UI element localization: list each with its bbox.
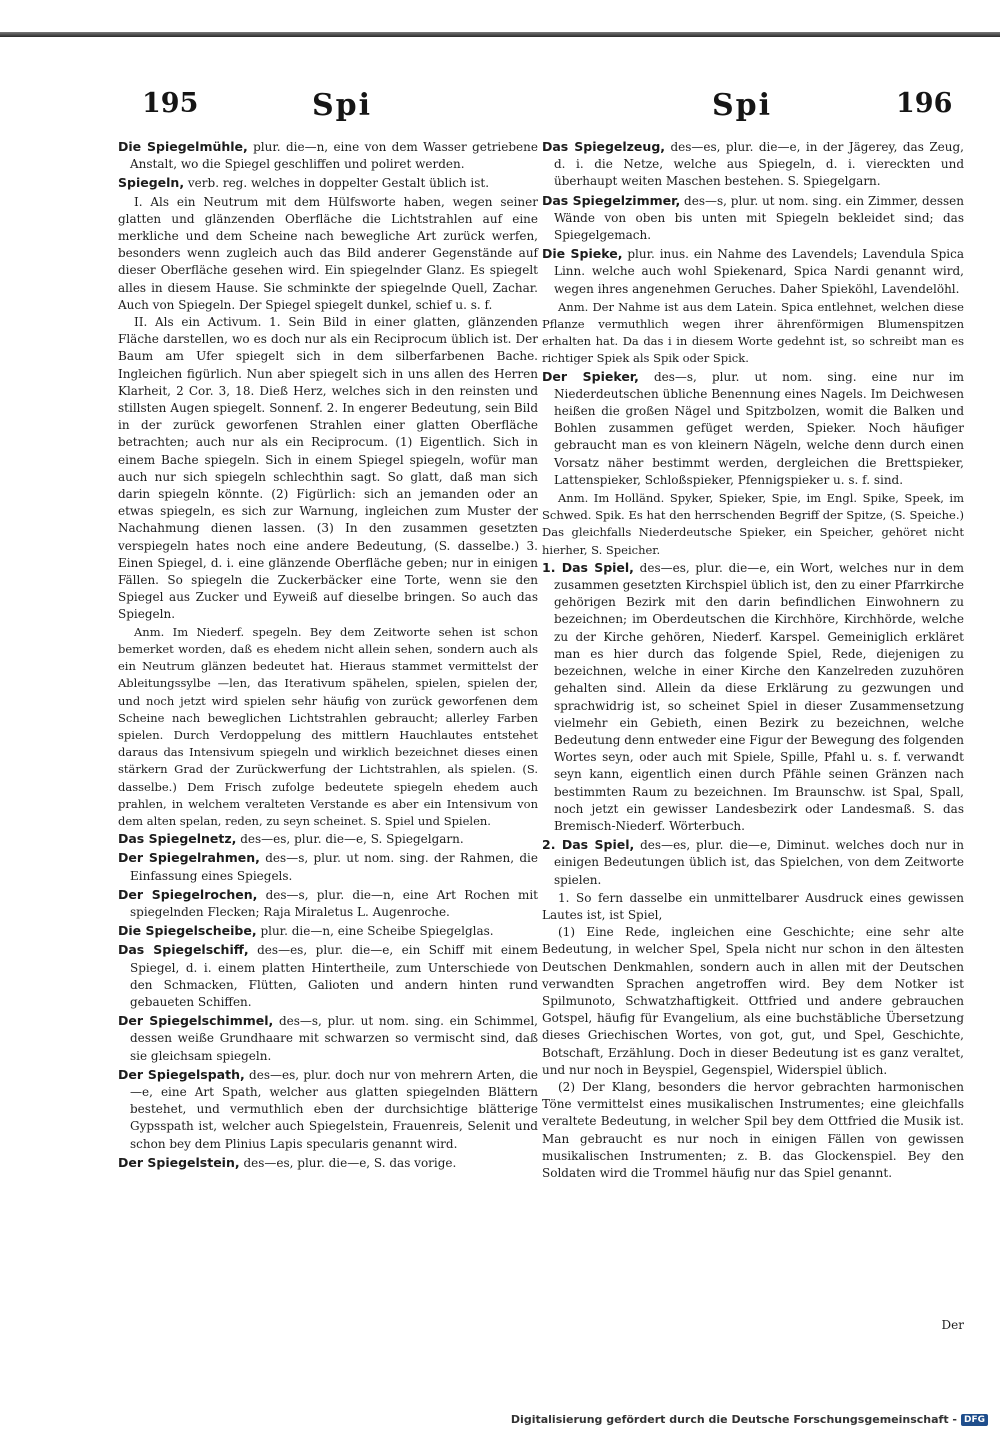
entry-definition: des—es, plur. die—e, ein Schiff mit einem Spiegel, d. i. einem platten Hintertheile, zum Unterschiede von den Schmacken, Flütten, Galioten und andern hinten rund gebaueten Schiffen. (130, 943, 538, 1009)
entry-definition: des—es, plur. die—e, S. das vorige. (243, 1155, 457, 1170)
left-column (118, 138, 538, 1173)
dictionary-entry (542, 245, 964, 298)
dictionary-entry (118, 849, 538, 884)
entry-definition: des—es, plur. die—e, in der Jägerey, das Zeug, d. i. die Netze, welche aus Spiegeln, d. i. viereckten und überhaupt weiten Maschen bestehen. S. Spiegelgarn. (554, 140, 964, 189)
entry-definition: des—es, plur. doch nur von mehrern Arten, die—e, eine Art Spath, welcher aus glatten spiegelnden Blättern bestehet, und vermuthlich eben der durchsichtige blätterige Gypsspath ist, welcher auch Spiegelstein, Frauenreis, Selenit und schon bey dem Plinius Lapis specularis genannt wird. (130, 1067, 538, 1151)
catchword: Der (941, 1318, 964, 1332)
entry-headword: Das Spiegelzimmer, (542, 192, 681, 208)
dictionary-entry (118, 174, 538, 192)
page-number-right: 196 (896, 88, 953, 119)
entry-headword: Der Spieker, (542, 368, 639, 384)
entry-definition: plur. die—n, eine Scheibe Spiegelglas. (260, 924, 494, 939)
dictionary-entry (118, 922, 538, 940)
dfg-logo: DFG (961, 1414, 988, 1426)
dictionary-entry (118, 886, 538, 921)
page-number-left: 195 (142, 88, 199, 119)
entry-headword: Spiegeln, (118, 175, 185, 191)
entry-subsense: (2) Der Klang, besonders die hervor gebrachten harmonischen Töne vermittelst eines musikalischen Instrumentes; eine gleichfalls veraltete Bedeutung, in welcher Spil bey dem Ottfried die Musik ist. Man gebraucht es nur noch in einigen Fällen von gewissen musikalischen Instrumenten; z. B. das Glockenspiel. Bey den Soldaten wird die Trommel häufig nur das Spiel genannt. (542, 1079, 964, 1180)
dictionary-entry (118, 1066, 538, 1153)
entry-definition: plur. inus. ein Nahme des Lavendels; Lavendula Spica Linn. welche auch wohl Spiekenard, Spica Nardi genannt wird, wegen ihres angenehmen Geruches. Daher Spieköhl, Lavendelöhl. (554, 247, 964, 296)
entry-annotation: Anm. Im Holländ. Spyker, Spieker, Spie, im Engl. Spike, Speek, im Schwed. Spik. Es hat den herrschenden Begriff der Spitze, (S. Speiche.) Das gleichfalls Niederdeutsche Spieker, ein Speicher, gehöret nicht hierher, S. Speicher. (542, 491, 964, 557)
digitization-footer (511, 1413, 988, 1426)
dictionary-entry (118, 1012, 538, 1065)
entry-headword: 1. Das Spiel, (542, 559, 634, 575)
entry-subsense: I. Als ein Neutrum mit dem Hülfsworte haben, wegen seiner glatten und glänzenden Oberfläche die Lichtstrahlen auf eine merkliche und dem Scheine nach bewegliche Art zurück werfen, besonders wenn zugleich auch das Bild anderer Gegenstände auf dieser Oberfläche gesehen wird. Ein spiegelnder Glanz. Es spiegelt alles in diesem Hause. Sie schminkte der spiegelnde Quell, Zachar. Auch von Spiegeln. Der Spiegel spiegelt dunkel, schief u. s. f. (118, 194, 538, 312)
entry-definition: des—s, plur. ut nom. sing. ein Zimmer, dessen Wände von oben bis unten mit Spiegeln bekleidet sind; das Spiegelgemach. (554, 193, 964, 243)
dictionary-entry (118, 138, 538, 173)
entry-headword: Der Spiegelspath, (118, 1066, 245, 1082)
dictionary-entry (118, 1154, 538, 1172)
entry-annotation: Anm. Im Niederf. spegeln. Bey dem Zeitworte sehen ist schon bemerket worden, daß es ehedem nicht allein sehen, sondern auch als ein Neutrum glänzen bedeutet hat. Hieraus stammet vermittelst der Ableitungssylbe —len, das Iterativum spähelen, spielen, spielen der, und noch jetzt wird spielen sehr häufig von zurück geworfenen dem Scheine nach beweglichen Lichtstrahlen gebraucht; allerley Farben spielen. Durch Verdoppelung des mittlern Hauchlautes entstehet daraus das Intensivum spiegeln und wirklich bezeichnet dieses einen stärkern Grad der Zurückwerfung der Lichtstrahlen, als spielen. (S. dasselbe.) Dem Frisch zufolge bedeutete spiegeln ehedem auch prahlen, in welchem veralteten Verstande es aber ein Intensivum von dem alten spelan, reden, zu seyn scheinet. S. Spiel und Spielen. (118, 624, 538, 828)
entry-subsense: (1) Eine Rede, ingleichen eine Geschichte; eine sehr alte Bedeutung, in welcher Spel, Spela nicht nur schon in den ältesten Deutschen Denkmahlen, sondern auch in allen mit der Deutschen verwandten Sprachen angetroffen wird. Bey dem Notker ist Spilmunoto, Schwatzhaftigkeit. Ottfried und andere gebrauchen Gotspel, häufig für Evangelium, als eine buchstäbliche Übersetzung dieses Griechischen Wortes, von got, gut, und Spel, Geschichte, Botschaft, Erzählung. Doch in dieser Bedeutung ist es ganz veraltet, und nur noch in Beyspiel, Gegenspiel, Widerspiel üblich. (542, 925, 964, 1077)
dictionary-entry (542, 192, 964, 245)
entry-headword: Das Spiegelzeug, (542, 139, 666, 154)
dictionary-entry (542, 559, 964, 835)
entry-definition: des—es, plur. die—e, Diminut. welches doch nur in einigen Bedeutungen üblich ist, das Spielchen, von dem Zeitworte spielen. (554, 838, 964, 887)
dictionary-entry (542, 836, 964, 889)
entry-definition: des—s, plur. ut nom. sing. der Rahmen, die Einfassung eines Spiegels. (130, 851, 538, 883)
dictionary-entry (118, 941, 538, 1011)
running-head-left: Spi (312, 88, 373, 123)
entry-annotation: Anm. Der Nahme ist aus dem Latein. Spica entlehnet, welchen diese Pflanze vermuthlich wegen ihrer ährenförmigen Blumenspitzen erhalten hat. Da das i in diesem Worte gedehnt ist, so schreibt man es richtiger Spiek als Spik oder Spick. (542, 299, 964, 366)
entry-definition: des—s, plur. die—n, eine Art Rochen mit spiegelnden Flecken; Raja Miraletus L. Augenroche. (130, 887, 538, 919)
dictionary-entry (118, 830, 538, 848)
entry-headword: Der Spiegelrahmen, (118, 850, 260, 866)
entry-headword: Die Spiegelmühle, (118, 139, 248, 154)
right-column (542, 138, 964, 1182)
entry-subsense: II. Als ein Activum. 1. Sein Bild in einer glatten, glänzenden Fläche darstellen, wo es doch nur als ein Reciprocum üblich ist. Der Baum am Ufer spiegelt sich in dem silberfarbenen Bache. Ingleichen figürlich. Nun aber spiegelt sich in uns allen des Herren Klarheit, 2 Cor. 3, 18. Dieß Herz, welches sich in den reinsten und stillsten Augen spiegelt. Sonnenf. 2. In engerer Bedeutung, sein Bild in der zurück geworfenen Strahlen einer glatten Oberfläche betrachten; auch nur als ein Reciprocum. (1) Eigentlich. Sich in einem Bache spiegeln. Sich in einem Spiegel spiegeln, wofür man auch nur sich spiegeln schlechthin sagt. So glatt, daß man sich darin spiegeln könnte. (2) Figürlich: sich an jemanden oder an etwas spiegeln, es sich zur Warnung, ingleichen zum Muster der Nachahmung dienen lassen. (3) In den zusammen gesetzten verspiegeln hates noch eine andere Bedeutung, (S. dasselbe.) 3. Einen Spiegel, d. i. eine glänzende Oberfläche geben; nur in einigen Fällen. So spiegeln die Zuckerbäcker eine Torte, wenn sie den Spiegel aus Zucker und Eyweiß auf dieselbe bringen. So auch das Spiegeln. (118, 315, 538, 622)
entry-headword: Die Spieke, (542, 246, 623, 262)
footer-text: Digitalisierung gefördert durch die Deutsche Forschungsgemeinschaft - (510, 1413, 957, 1426)
entry-headword: Der Spiegelrochen, (118, 886, 258, 902)
entry-definition: verb. reg. welches in doppelter Gestalt üblich ist. (187, 176, 490, 191)
entry-subsense: 1. So fern dasselbe ein unmittelbarer Ausdruck eines gewissen Lautes ist, ist Spiel, (542, 890, 964, 922)
running-head-right: Spi (712, 88, 773, 123)
entry-headword: 2. Das Spiel, (542, 837, 635, 853)
entry-headword: Das Spiegelschiff, (118, 942, 249, 958)
scan-top-border (0, 32, 1000, 37)
entry-definition: des—s, plur. ut nom. sing. ein Schimmel, dessen weiße Grundhaare mit schwarzen so vermischt sind, daß sie gleichsam spiegeln. (130, 1014, 538, 1063)
entry-headword: Der Spiegelschimmel, (118, 1013, 274, 1029)
entry-definition: plur. die—n, eine von dem Wasser getriebene Anstalt, wo die Spiegel geschliffen und poliret werden. (130, 140, 538, 172)
dictionary-entry (542, 368, 964, 489)
entry-headword: Die Spiegelscheibe, (118, 923, 257, 939)
entry-definition: des—es, plur. die—e, ein Wort, welches nur in dem zusammen gesetzten Kirchspiel üblich ist, den zu einer Pfarrkirche gehörigen Bezirk mit den darin befindlichen Einwohnern zu bezeichnen; im Oberdeutschen die Kirchhöre, Kirchhörde, welche zu der Kirche gehören, Niederf. Karspel. Gemeiniglich erkläret man es hier durch das folgende Spiel, Rede, diejenigen zu bezeichnen, welche in einer Kirche den Kanzelreden zuzuhören gehalten sind. Allein da diese Erklärung zu gezwungen und sprachwidrig ist, so scheinet Spiel in dieser Zusammensetzung vielmehr ein Gebieth, einen Bezirk zu bezeichnen, welche Bedeutung denn entweder eine Figur der Bewegung des folgenden Wortes seyn, oder auch mit Spiele, Spille, Pfahl u. s. f. verwandt seyn kann, eigentlich einen durch Pfähle seinen Gränzen nach bestimmten Raum zu bezeichnen. Im Braunschw. ist Spal, Spall, noch jetzt ein gewisser Landesbezirk oder Landesmaß. S. das Bremisch-Niederf. Wörterbuch. (554, 560, 964, 833)
entry-headword: Das Spiegelnetz, (118, 831, 237, 847)
entry-headword: Der Spiegelstein, (118, 1154, 240, 1170)
entry-definition: des—es, plur. die—e, S. Spiegelgarn. (240, 832, 464, 847)
dictionary-entry (542, 138, 964, 191)
entry-definition: des—s, plur. ut nom. sing. eine nur im Niederdeutschen übliche Benennung eines Nagels. Im Deichwesen heißen die großen Nägel und Spitzbolzen, womit die Balken und Bohlen zusammen gefüget werden, Spieker. Noch häufiger gebraucht man es von kleinern Nägeln, welche denn durch einen Vorsatz näher bestimmt werden, dergleichen die Brettspieker, Lattenspieker, Schloßspieker, Pfennigspieker u. s. f. sind. (554, 369, 964, 487)
